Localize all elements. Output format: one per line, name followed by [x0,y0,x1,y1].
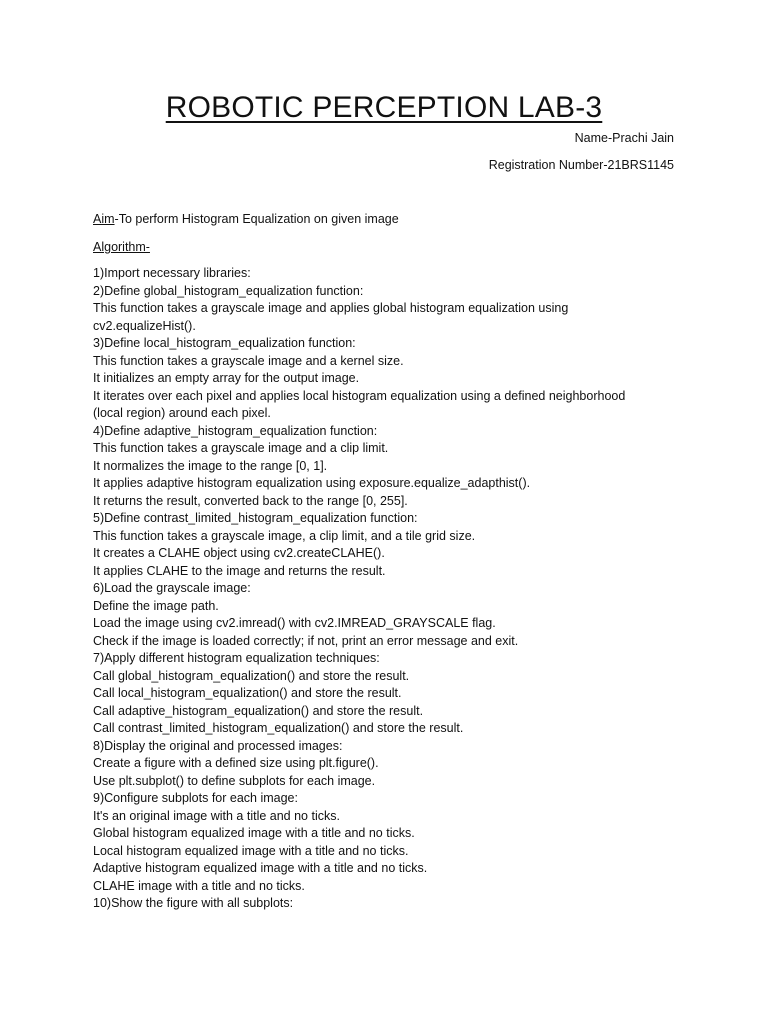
registration-number: Registration Number-21BRS1145 [488,158,674,172]
algorithm-line: CLAHE image with a title and no ticks. [93,878,305,893]
algorithm-line: It returns the result, converted back to the range [0, 255]. [93,493,408,508]
algorithm-line: Global histogram equalized image with a title and no ticks. [93,826,415,840]
algorithm-line: 8)Display the original and processed images: [93,738,343,753]
algorithm-line: This function takes a grayscale image, a clip limit, and a tile grid size. [93,528,476,543]
algorithm-line: Create a figure with a defined size using plt.figure(). [93,756,379,770]
aim-label: Aim [93,212,115,226]
algorithm-line: This function takes a grayscale image and applies global histogram equalization using [93,301,569,315]
algorithm-line: Define the image path. [93,598,219,613]
algorithm-line: It iterates over each pixel and applies local histogram equalization using a defined neighborhood [93,388,626,403]
algorithm-line: This function takes a grayscale image and a clip limit. [93,441,389,455]
algorithm-line: Local histogram equalized image with a title and no ticks. [93,843,409,858]
algorithm-line: Call local_histogram_equalization() and store the result. [93,686,402,700]
algorithm-heading: Algorithm- [93,240,150,254]
algorithm-line: 6)Load the grayscale image: [93,581,251,595]
algorithm-line: It creates a CLAHE object using cv2.createCLAHE(). [93,546,385,560]
algorithm-line: 7)Apply different histogram equalization techniques: [93,651,380,665]
algorithm-line: 4)Define adaptive_histogram_equalization function: [93,423,378,438]
document-title [0,88,768,128]
algorithm-line: Call global_histogram_equalization() and store the result. [93,668,410,683]
algorithm-line: It normalizes the image to the range [0, 1]. [93,458,328,473]
algorithm-line: It applies CLAHE to the image and returns the result. [93,563,386,578]
algorithm-line: This function takes a grayscale image and a kernel size. [93,353,404,368]
algorithm-steps [93,265,693,913]
algorithm-line: 10)Show the figure with all subplots: [93,896,294,910]
algorithm-line: cv2.equalizeHist(). [93,318,196,333]
algorithm-line: It initializes an empty array for the output image. [93,371,360,385]
aim-text: -To perform Histogram Equalization on given image [114,212,399,226]
algorithm-line: Call contrast_limited_histogram_equalization() and store the result. [93,721,464,735]
document-title-text: ROBOTIC PERCEPTION LAB-3 [165,91,603,124]
algorithm-line: It applies adaptive histogram equalization using exposure.equalize_adapthist(). [93,476,531,490]
algorithm-line: Call adaptive_histogram_equalization() and store the result. [93,703,424,718]
algorithm-line: 3)Define local_histogram_equalization function: [93,336,356,350]
aim-statement [93,211,399,227]
algorithm-line: It's an original image with a title and no ticks. [93,808,340,823]
algorithm-line: 2)Define global_histogram_equalization function: [93,283,364,298]
algorithm-line: 1)Import necessary libraries: [93,266,251,280]
algorithm-line: Check if the image is loaded correctly; if not, print an error message and exit. [93,633,519,648]
algorithm-line: Adaptive histogram equalized image with a title and no ticks. [93,861,428,875]
algorithm-line: (local region) around each pixel. [93,406,271,420]
algorithm-line: 9)Configure subplots for each image: [93,791,298,805]
student-name: Name-Prachi Jain [574,131,674,145]
algorithm-line: Load the image using cv2.imread() with cv2.IMREAD_GRAYSCALE flag. [93,616,496,630]
algorithm-line: Use plt.subplot() to define subplots for each image. [93,773,376,788]
algorithm-line: 5)Define contrast_limited_histogram_equalization function: [93,511,418,525]
